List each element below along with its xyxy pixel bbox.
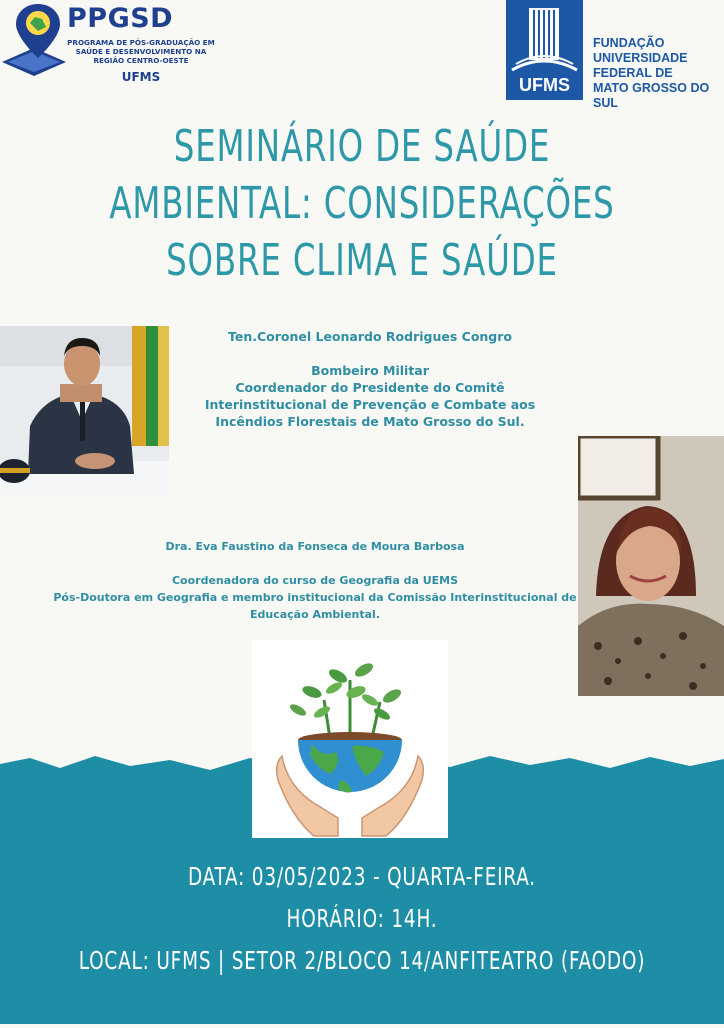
speaker1-role: Incêndios Florestais de Mato Grosso do Sul. bbox=[215, 414, 525, 429]
speaker2-name: Dra. Eva Faustino da Fonseca de Moura Barbosa bbox=[165, 540, 465, 553]
speaker1-role: Coordenador do Presidente do Comitê bbox=[235, 380, 505, 395]
speaker1-role: Interinstitucional de Prevenção e Combate aos bbox=[204, 397, 536, 412]
speaker1-role: Bombeiro Militar bbox=[311, 363, 429, 378]
speaker2-role: Educação Ambiental. bbox=[249, 608, 381, 621]
ufms-name-line: MATO GROSSO DO SUL bbox=[593, 81, 710, 110]
earth-hands-illustration bbox=[252, 640, 448, 838]
ufms-name-line: FEDERAL DE bbox=[593, 66, 673, 80]
ufms-name-line: UNIVERSIDADE bbox=[593, 51, 688, 65]
event-info bbox=[0, 856, 724, 982]
ppgsd-ufms-label: UFMS bbox=[121, 70, 161, 84]
title-line: SOBRE CLIMA E SAÚDE bbox=[166, 235, 558, 286]
speaker2-role: Coordenadora do curso de Geografia da UEMS bbox=[171, 574, 459, 587]
ufms-name-line: FUNDAÇÃO bbox=[593, 36, 665, 50]
event-date: DATA: 03/05/2023 - QUARTA-FEIRA. bbox=[188, 862, 536, 891]
event-location: LOCAL: UFMS | SETOR 2/BLOCO 14/ANFITEATRO (FAODO) bbox=[78, 946, 646, 975]
title-line: AMBIENTAL: CONSIDERAÇÕES bbox=[109, 178, 615, 229]
speaker2-info bbox=[40, 538, 590, 623]
ufms-abbrev: UFMS bbox=[519, 75, 570, 95]
speaker1-photo bbox=[0, 326, 169, 495]
ppgsd-subtitle: PROGRAMA DE PÓS-GRADUAÇÃO EM SAÚDE E DESENVOLVIMENTO NA REGIÃO CENTRO-OESTE bbox=[67, 38, 215, 65]
page-title bbox=[82, 118, 643, 289]
ppgsd-title: PPGSD bbox=[67, 3, 174, 34]
event-time: HORÁRIO: 14H. bbox=[286, 904, 438, 933]
title-line: SEMINÁRIO DE SAÚDE bbox=[173, 121, 551, 172]
ufms-full-name bbox=[593, 36, 724, 111]
speaker2-role: Pós-Doutora em Geografia e membro institucional da Comissão Interinstitucional de bbox=[53, 591, 577, 604]
speaker1-info bbox=[170, 328, 570, 430]
speaker1-name: Ten.Coronel Leonardo Rodrigues Congro bbox=[227, 329, 513, 344]
speaker2-photo bbox=[578, 436, 724, 696]
map-pin-icon bbox=[0, 0, 70, 90]
